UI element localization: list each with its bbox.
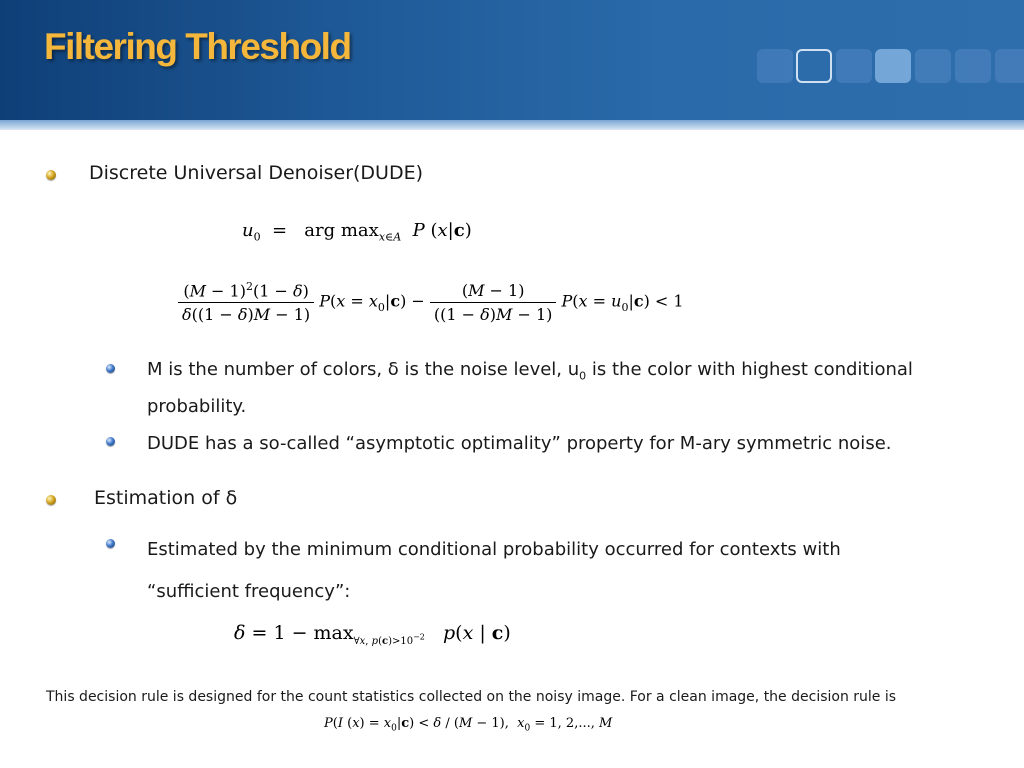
equation-argmax: $u_0$ = arg $\max_{x\in A} P$ (x|c) xyxy=(242,220,472,244)
header-decor-square xyxy=(875,49,911,83)
slide-title: Filtering Threshold xyxy=(44,26,351,67)
slide-header xyxy=(0,0,1024,130)
sub-bullet-icon xyxy=(106,364,115,373)
sub-bullet-icon xyxy=(106,539,115,548)
header-decor-square xyxy=(757,49,793,83)
header-decor-square xyxy=(955,49,991,83)
footnote-text: This decision rule is designed for the count statistics collected on the noisy image. For a clean image, the decision rule is xyxy=(46,689,897,705)
sub-bullet-text-optimality: DUDE has a so-called “asymptotic optimality” property for M-ary symmetric noise. xyxy=(147,433,892,454)
bullet-icon xyxy=(46,495,56,505)
equation-threshold: $\frac{(M - 1)^2(1 - \delta)}{\delta((1 - \delta)M - 1)}$ $P(x = x_0|c)$ − $\frac{(M - 1)}{((1 - \delta)M - 1)}$ $P(x = u_0|c) < 1$ xyxy=(178,280,684,324)
bullet-text-estimation: Estimation of δ xyxy=(94,487,238,509)
sub-bullet-text-estimated: Estimated by the minimum conditional probability occurred for contexts with “sufficient frequency”: xyxy=(147,539,841,602)
sub-bullet-text-m-definition: M is the number of colors, δ is the noise level, $u_0$ is the color with highest conditional probability. xyxy=(147,359,913,417)
header-decor-square xyxy=(796,49,832,83)
sub-bullet-icon xyxy=(106,437,115,446)
bullet-text-dude: Discrete Universal Denoiser(DUDE) xyxy=(89,162,424,184)
bullet-icon xyxy=(46,170,56,180)
equation-delta-estimate: $\delta = 1 - \max_{\forall x, p(c)>10^{-2}}$ p(x | c) xyxy=(234,622,511,647)
equation-clean-image-rule: P(I $(x) = x_0|c) < \delta / (M - 1)$, $x_0 = 1$, 2,..., M xyxy=(324,716,613,734)
header-decor-square xyxy=(836,49,872,83)
header-decor-square xyxy=(995,49,1024,83)
header-decor-square xyxy=(915,49,951,83)
